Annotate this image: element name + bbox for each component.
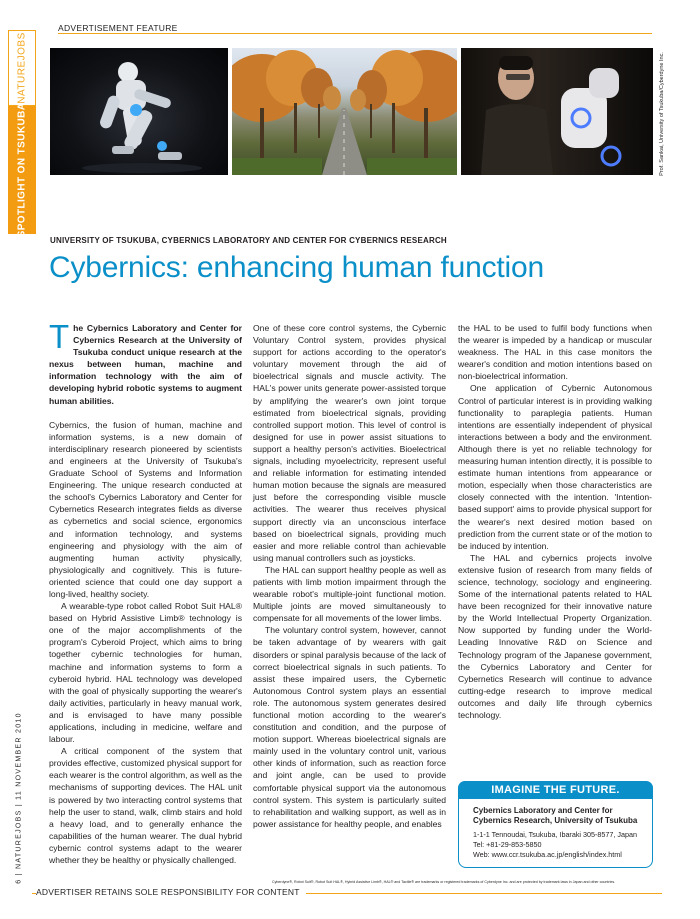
naturejobs-label: NATUREJOBS [16, 32, 28, 104]
spotlight-label: SPOTLIGHT ON TSUKUBA [16, 102, 28, 238]
paragraph: the HAL to be used to fulfil body functions when the wearer is impeded by a handicap or muscular weakness. The HAL in this case monitors the wearer's condition and motion intentions based on non-bioelectrical information. [458, 323, 652, 382]
column-3 [458, 322, 652, 721]
contact-box [458, 781, 653, 868]
column-2 [253, 322, 446, 830]
article-title: Cybernics: enhancing human function [49, 251, 544, 284]
advertisement-header [58, 23, 652, 37]
contact-website[interactable]: Web: www.ccr.tsukuba.ac.jp/english/index.html [473, 850, 622, 859]
contact-heading: IMAGINE THE FUTURE. [458, 781, 653, 799]
spotlight-tab [8, 102, 36, 238]
advertiser-responsibility-note: ADVERTISER RETAINS SOLE RESPONSIBILITY FOR CONTENT [36, 887, 306, 897]
naturejobs-tab [8, 30, 36, 106]
paragraph: The voluntary control system, however, cannot be taken advantage of by wearers with gait disorders or spinal paralysis because of the lack of correct bioelectrical signals in such patients. To assist these impaired users, the Cybernetic Autonomous Control system plays an essential role. The autonomous system generates desired functional motion according to the wearer's constitution and condition, and the purpose of motion support. Whereas bioelectrical signals are mainly used in the voluntary control unit, various other kinds of information, such as reaction force and joint angle, can be used to provide comfortable physical support via the autonomous control system. This system is particularly suited to rehabilitation and walking support, as well as in power assistance for healthy people, and enables [253, 625, 446, 829]
paragraph: Cybernics, the fusion of human, machine and information systems, is a new domain of interdisciplinary research pioneered by scientists and engineers at the University of Tsukuba's Graduate School of Systems and Information Engineering. The unique research conducted at the school's Cybernics Laboratory and Center for Cybernetics Research integrates fields as diverse as cybernetics and social science, ergonomics and information technology, and systems engineering and physiology with the aim of augmenting human activity physically, physiologically and cognitively. This is future-oriented science that could one day support a long-lived, healthy society. [49, 419, 242, 599]
article-intro [49, 318, 242, 407]
paragraph: A critical component of the system that provides effective, customized physical support for each wearer is the control algorithm, as well as the mechanisms of supporting devices. The HAL unit is powered by two interacting control systems that help the user to stand, walk, climb stairs and hold a heavy load, and to generally enhance the capabilities of the human wearer. The dual hybrid cybernic control systems adapt to the wearer whether they be healthy or physically challenged. [49, 746, 242, 866]
paragraph: The HAL can support healthy people as well as patients with limb motion impairment through the wearable robot's multiple-joint functional motion. Multiple joints are moved simultaneously to compensate for all movements of the lower limbs. [253, 564, 446, 624]
photo-credit: Prof. Sankai, University of Tsukuba/Cyberdyne Inc. [659, 52, 665, 176]
column-1 [49, 318, 242, 866]
section-strip [8, 30, 36, 238]
tree-lined-road-photo [232, 48, 457, 175]
researcher-with-robot-photo [461, 48, 653, 175]
paragraph: One application of Cybernic Autonomous Control of particular interest is in providing walking functionality to paraplegia patients. Human intentions are essentially independent of physical interactions between a body and the environment. Although there is yet no reliable technology for measuring human intention directly, it is possible to estimate human intentions from appearance or motion, especially when those characteristics are closely connected with the intention. 'Intention-based support' aims to provide physical support for the wearer's next desired motion based on prediction from the current state or of the motion to be induced by intention. [458, 383, 652, 551]
page-running-footer: 6 | NATUREJOBS | 11 NOVEMBER 2010 [15, 711, 23, 884]
contact-organization: Cybernics Laboratory and Center for Cybernics Research, University of Tsukuba [473, 806, 638, 825]
paragraph: A wearable-type robot called Robot Suit HAL® based on Hybrid Assistive Limb® technology is one of the major accomplishments of the program's Cyberoid Project, which aims to bring together cybernic technologies for human, machine and information systems to form a cyberoid hybrid. HAL technology was developed with the goal of physically supporting the wearer's daily activities, particularly in heavy manual work, and is envisaged to have many possible applications, including in medicine, welfare and labour. [49, 601, 242, 745]
intro-text: he Cybernics Laboratory and Center for Cybernics Research at the University of Tsukuba conduct unique research at the nexus between human, machine and information technology with the aim of developing hybrid robotic systems to augment human abilities. [49, 323, 242, 406]
contact-phone: Tel: +81-29-853-5850 [473, 840, 542, 849]
paragraph: One of these core control systems, the Cybernic Voluntary Control system, provides physical support for actions according to the operator's voluntary movement through the aid of bioelectrical signals and muscle activity. The HAL's power units generate power-assisted torque by amplifying the wearer's own joint torque estimated from bioelectrical signals, providing controlled support motion. This level of control is designed for use in power assist situations to support a healthy person's activities. Bioelectrical signals, including myoelectricity, represent useful and reliable information for estimating intended human motion because the signals are measured just before the corresponding visible muscle activities. The wearer thus receives physical support directly via an unconscious interface based on bioelectrical signals, providing much easier and more reliable control than achievable using manual controllers such as joysticks. [253, 323, 446, 563]
robot-suit-photo [50, 48, 228, 175]
contact-address: 1-1-1 Tennoudai, Tsukuba, Ibaraki 305-8577, Japan [473, 830, 637, 839]
paragraph: The HAL and cybernics projects involve extensive fusion of research from many fields of science, technology, sociology and engineering. Some of the international patents related to HAL have been recognized for their innovative nature by the World Intellectual Property Organization. Now supported by funding under the World-Leading Innovative R&D on Science and Technology program of the Japanese government, the Cybernics Laboratory and Center for Cybernetics Research will continue to advance cutting-edge research to improve medical outcomes and daily life through cybernics technology. [458, 552, 652, 720]
header-rule [58, 33, 652, 34]
trademark-disclaimer: Cyberdyne®, Robot Suit®, Robot Suit HAL®, Hybrid Assistive Limb®, HAL® and Tactile® are trademarks or registered trademarks of Cyberdyne Inc. and are protected by trademark laws in Japan and other countries. [272, 880, 616, 884]
article-kicker: UNIVERSITY OF TSUKUBA, CYBERNICS LABORATORY AND CENTER FOR CYBERNICS RESEARCH [50, 236, 447, 245]
header-label: ADVERTISEMENT FEATURE [58, 23, 184, 33]
drop-cap: T [49, 318, 70, 355]
